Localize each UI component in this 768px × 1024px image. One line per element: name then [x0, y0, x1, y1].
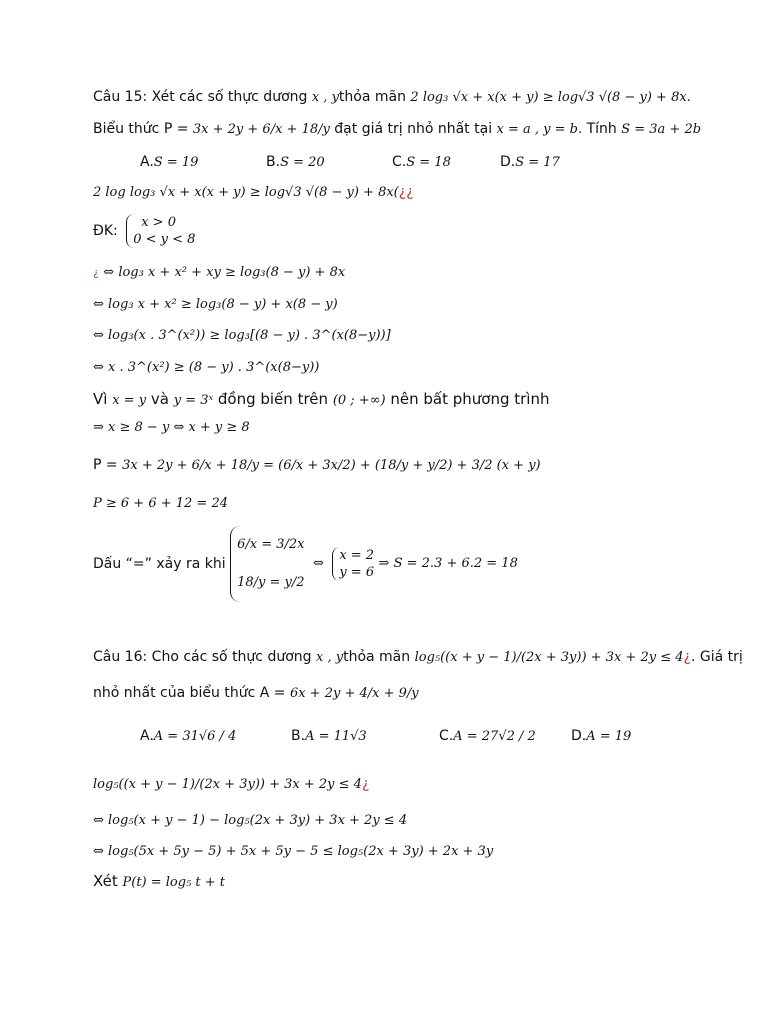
q15-equality: Dấu “=” xảy ra khi 6/x = 3/2x 18/y = y/2 ⇔ x = 2 y = 6 ⇒ S = 2.3 + 6.2 = 18: [93, 526, 518, 602]
q16-solution-restate: log₅((x + y − 1)/(2x + 3y)) + 3x + 2y ≤ 4¿: [93, 776, 370, 792]
q15-label: Câu 15:: [93, 89, 148, 105]
q15-option-b[interactable]: B.S = 20: [266, 154, 325, 170]
q16-condition: log₅((x + y − 1)/(2x + 3y)) + 3x + 2y ≤ 4: [414, 650, 684, 665]
q16-label: Câu 16:: [93, 649, 148, 665]
q16-statement-line2: nhỏ nhất của biểu thức A = 6x + 2y + 4/x + 9/y: [93, 685, 419, 701]
q16-step1: ⇔ log₅(x + y − 1) − log₅(2x + 3y) + 3x + 2y ≤ 4: [93, 813, 408, 828]
q16-option-b[interactable]: B.A = 11√3: [291, 728, 367, 744]
q16-option-c[interactable]: C.A = 27√2 / 2: [439, 728, 536, 744]
marker-glyph: ¿¿: [398, 184, 414, 200]
q15-implies: ⇒ x ≥ 8 − y ⇔ x + y ≥ 8: [93, 420, 250, 435]
q15-domain: ĐK: x > 0 0 < y < 8: [93, 215, 196, 247]
q16-expression: 6x + 2y + 4/x + 9/y: [289, 686, 419, 701]
q15-step2: ⇔ log₃ x + x² ≥ log₃(8 − y) + x(8 − y): [93, 297, 338, 312]
q15-option-c[interactable]: C.S = 18: [392, 154, 451, 170]
q15-expression: 3x + 2y + 6/x + 18/y: [192, 122, 330, 137]
q15-solution-restate: 2 log log₃ √x + x(x + y) ≥ log√3 √(8 − y) + 8x(¿¿: [93, 184, 414, 200]
q16-option-d[interactable]: D.A = 19: [571, 728, 632, 744]
q16-xet: Xét P(t) = log₅ t + t: [93, 872, 226, 890]
q16-option-a[interactable]: A.A = 31√6 / 4: [140, 728, 237, 744]
q16-step2: ⇔ log₅(5x + 5y − 5) + 5x + 5y − 5 ≤ log₅(2x + 3y) + 2x + 3y: [93, 844, 494, 859]
q15-monotonic: Vì x = y và y = 3ˣ đồng biến trên (0 ; +∞) nên bất phương trình: [93, 390, 550, 408]
q15-step3: ⇔ log₃(x . 3^(x²)) ≥ log₃[(8 − y) . 3^(x(8−y))]: [93, 328, 391, 343]
domain-system: x > 0 0 < y < 8: [126, 214, 195, 248]
s-result: ⇒ S = 2.3 + 6.2 = 18: [378, 556, 518, 571]
equality-system: 6/x = 3/2x 18/y = y/2: [230, 526, 304, 602]
q15-step4: ⇔ x . 3^(x²) ≥ (8 − y) . 3^(x(8−y)): [93, 360, 320, 375]
q15-p-bound: P ≥ 6 + 6 + 12 = 24: [93, 496, 229, 511]
q15-step1: ¿ ⇔ log₃ x + x² + xy ≥ log₃(8 − y) + 8x: [93, 265, 346, 280]
q15-statement-line1: Câu 15: Xét các số thực dương x , ythỏa mãn 2 log₃ √x + x(x + y) ≥ log√3 √(8 − y) + 8x.: [93, 89, 691, 105]
q15-condition: 2 log₃ √x + x(x + y) ≥ log√3 √(8 − y) + 8x.: [410, 90, 691, 105]
q15-p-expansion: P = 3x + 2y + 6/x + 18/y = (6/x + 3x/2) + (18/y + y/2) + 3/2 (x + y): [93, 457, 541, 473]
q15-statement-line2: Biểu thức P = 3x + 2y + 6/x + 18/y đạt giá trị nhỏ nhất tại x = a , y = b. Tính S = 3a + 2b: [93, 121, 702, 137]
solution-system: x = 2 y = 6: [332, 547, 374, 581]
q16-statement-line1: Câu 16: Cho các số thực dương x , ythỏa mãn log₅((x + y − 1)/(2x + 3y)) + 3x + 2y ≤ 4¿. Giá trị: [93, 649, 743, 665]
q15-option-d[interactable]: D.S = 17: [500, 154, 560, 170]
q15-option-a[interactable]: A.S = 19: [140, 154, 199, 170]
